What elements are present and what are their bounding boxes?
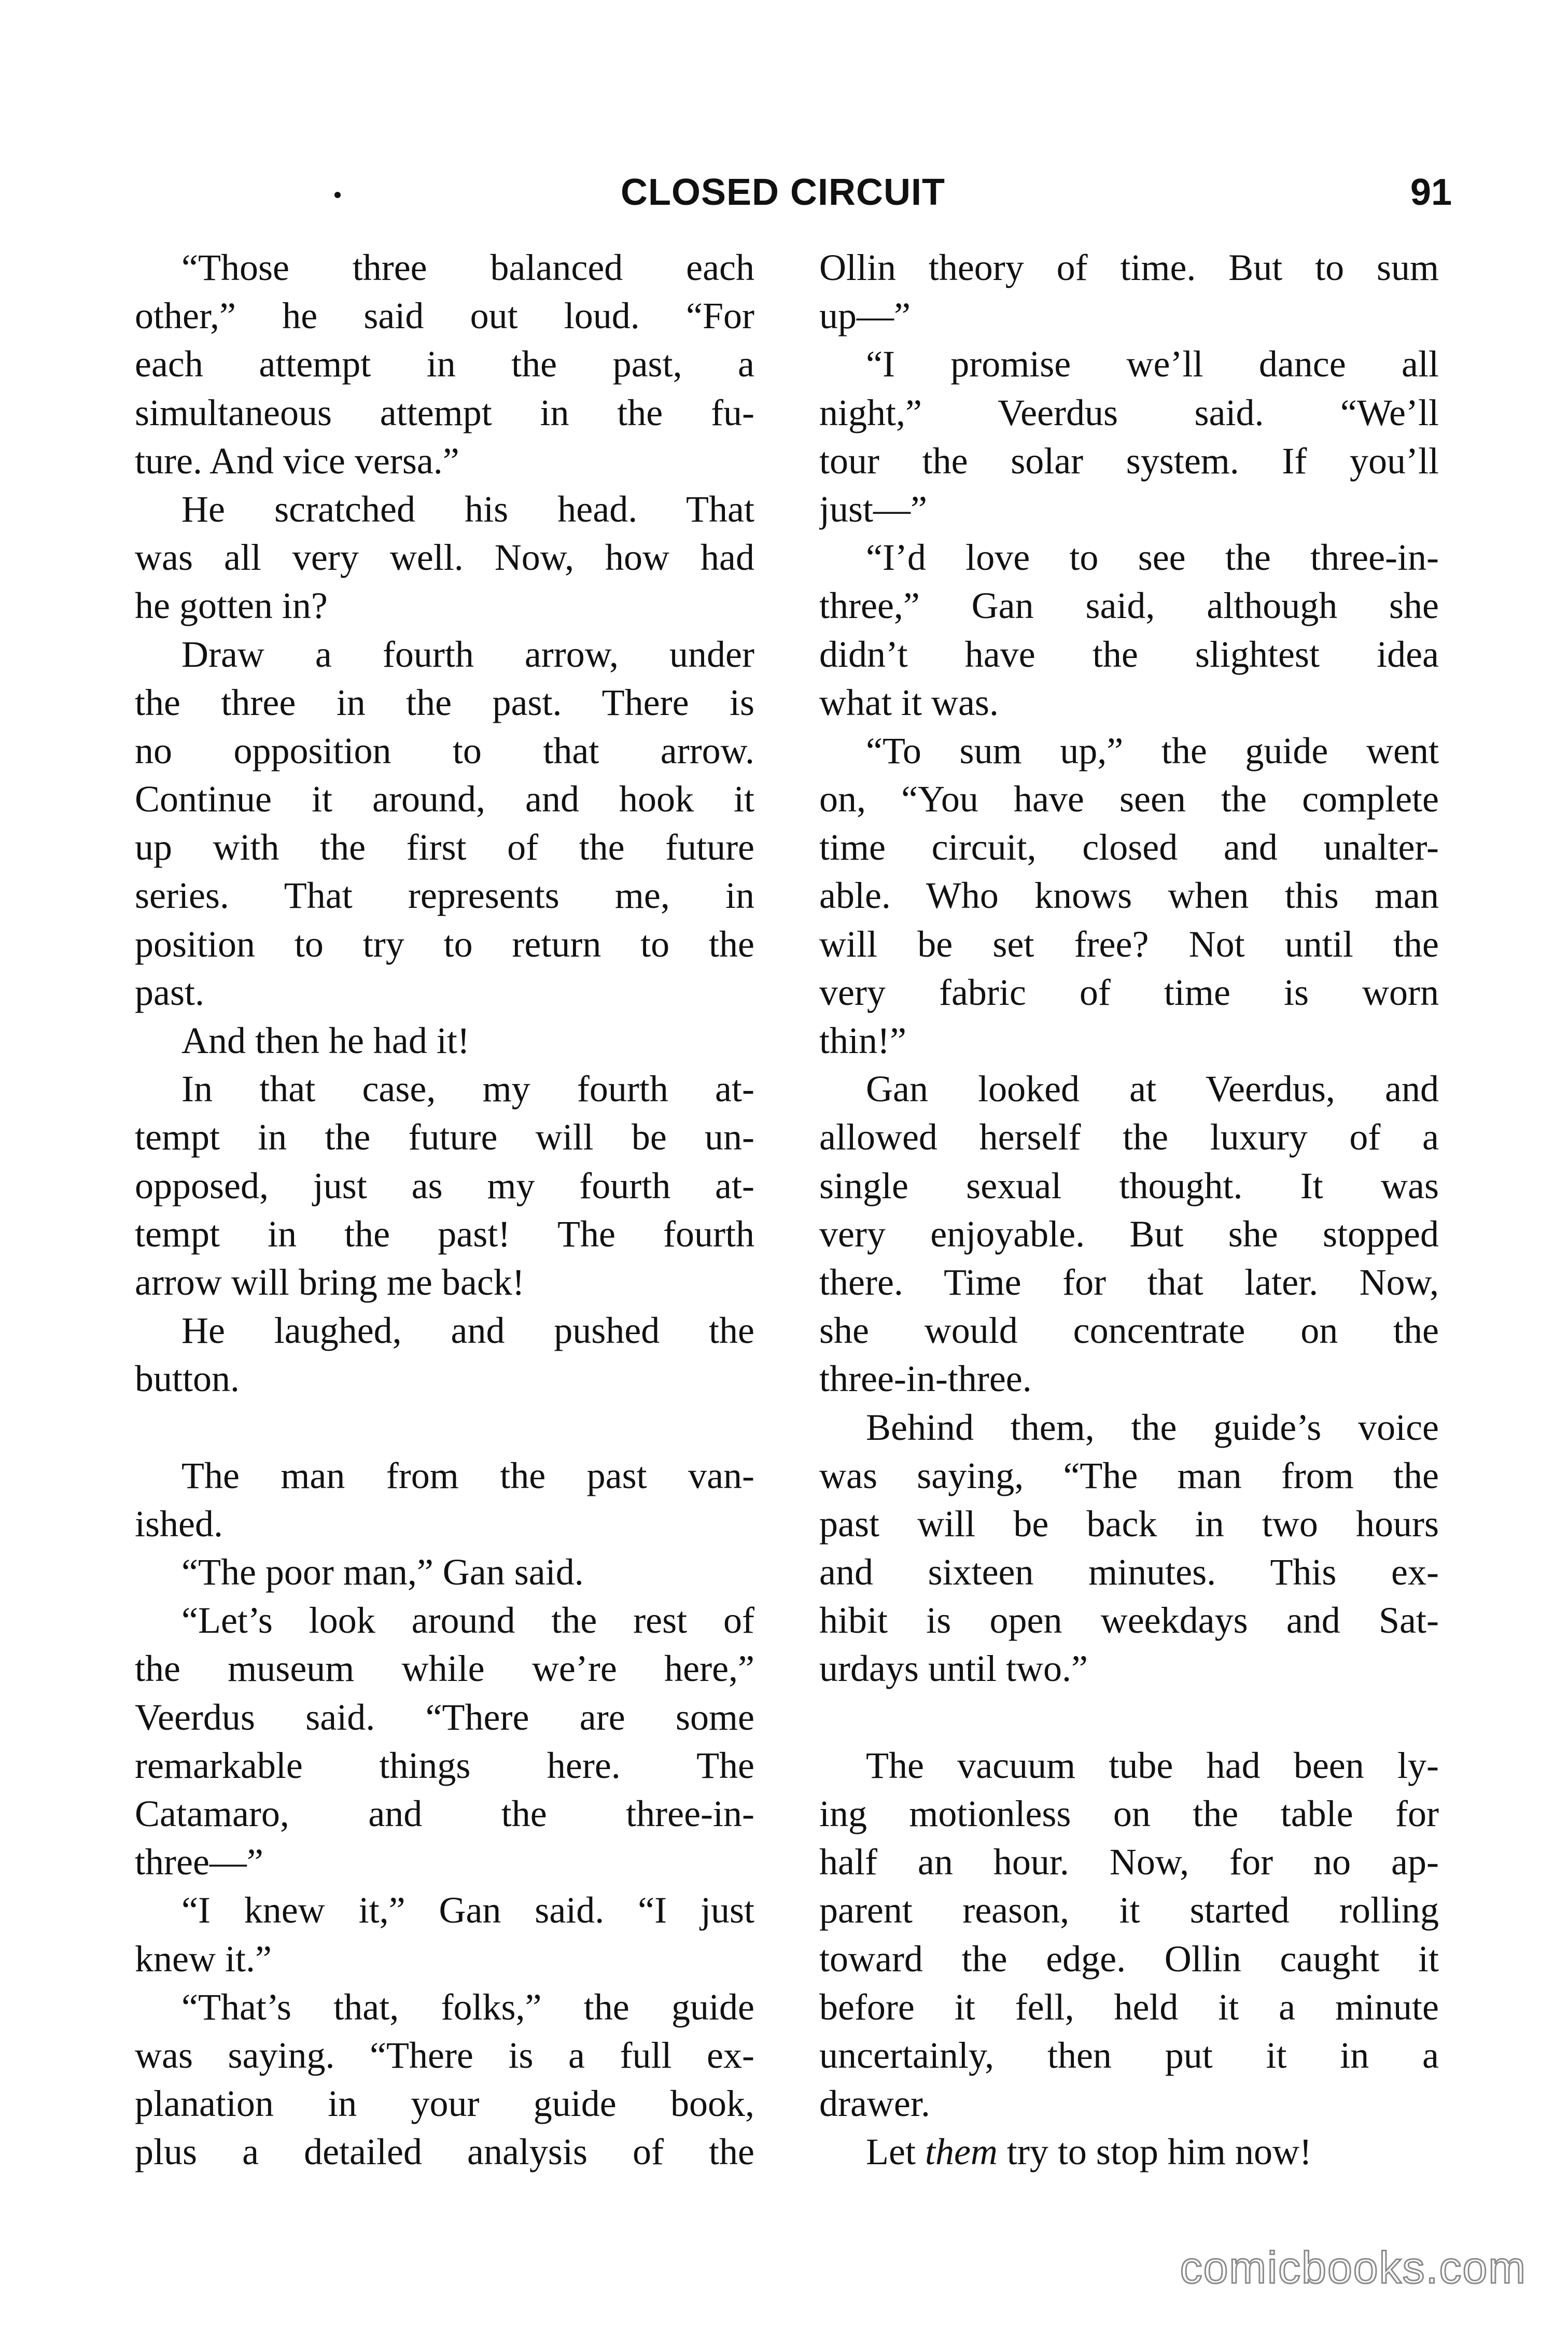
text-line: series. That represents me, in bbox=[135, 875, 754, 917]
text-line: and sixteen minutes. This ex- bbox=[819, 1551, 1439, 1593]
text-line: “Let’s look around the rest of bbox=[181, 1600, 754, 1642]
text-line: ished. bbox=[135, 1503, 223, 1545]
text-line: Draw a fourth arrow, under bbox=[181, 633, 754, 675]
text-line: was saying. “There is a full ex- bbox=[135, 2034, 754, 2076]
text-line: before it fell, held it a minute bbox=[819, 1986, 1439, 2028]
text-line-final bbox=[819, 2128, 1439, 2176]
text-line: able. Who knows when this man bbox=[819, 875, 1439, 917]
text-line: Continue it around, and hook it bbox=[135, 778, 754, 820]
text-line: Veerdus said. “There are some bbox=[135, 1696, 754, 1738]
text-line: “To sum up,” the guide went bbox=[866, 730, 1439, 772]
page-number: 91 bbox=[1410, 172, 1452, 213]
text-line: night,” Veerdus said. “We’ll bbox=[819, 391, 1439, 433]
text-line: Gan looked at Veerdus, and bbox=[866, 1068, 1439, 1110]
text-line: very fabric of time is worn bbox=[819, 971, 1439, 1013]
text-line: no opposition to that arrow. bbox=[135, 730, 754, 772]
text-segment: Let bbox=[866, 2131, 925, 2173]
text-line: on, “You have seen the complete bbox=[819, 778, 1439, 820]
text-line: ture. And vice versa.” bbox=[135, 440, 459, 482]
text-line: other,” he said out loud. “For bbox=[135, 295, 754, 337]
text-line: opposed, just as my fourth at- bbox=[135, 1165, 754, 1207]
text-line: uncertainly, then put it in a bbox=[819, 2034, 1439, 2076]
text-line: very enjoyable. But she stopped bbox=[819, 1213, 1439, 1255]
text-line: tempt in the future will be un- bbox=[135, 1116, 754, 1158]
page-header bbox=[0, 171, 1568, 233]
text-line: time circuit, closed and unalter- bbox=[819, 826, 1439, 868]
text-line: arrow will bring me back! bbox=[135, 1261, 525, 1303]
text-line: knew it.” bbox=[135, 1938, 272, 1980]
text-line: tour the solar system. If you’ll bbox=[819, 440, 1439, 482]
text-line: planation in your guide book, bbox=[135, 2083, 754, 2125]
emphasized-word: them bbox=[925, 2131, 998, 2173]
text-line: was all very well. Now, how had bbox=[135, 537, 754, 579]
text-line: “I promise we’ll dance all bbox=[866, 343, 1439, 385]
text-line: three—” bbox=[135, 1841, 263, 1883]
text-line: the museum while we’re here,” bbox=[135, 1648, 754, 1690]
text-line: remarkable things here. The bbox=[135, 1744, 754, 1786]
text-line: The vacuum tube had been ly- bbox=[866, 1744, 1439, 1786]
text-line: He scratched his head. That bbox=[181, 488, 754, 530]
text-line: button. bbox=[135, 1358, 240, 1400]
right-column bbox=[819, 244, 1439, 2177]
text-line: past will be back in two hours bbox=[819, 1503, 1439, 1545]
text-line: position to try to return to the bbox=[135, 923, 754, 965]
text-line: she would concentrate on the bbox=[819, 1310, 1439, 1352]
watermark-logo: comicbooks.com bbox=[1180, 2243, 1527, 2293]
text-line bbox=[135, 1404, 754, 1452]
text-line: “I knew it,” Gan said. “I just bbox=[181, 1889, 754, 1931]
text-line: up with the first of the future bbox=[135, 826, 754, 868]
text-line: In that case, my fourth at- bbox=[181, 1068, 754, 1110]
text-line: single sexual thought. It was bbox=[819, 1165, 1439, 1207]
text-line: simultaneous attempt in the fu- bbox=[135, 391, 754, 433]
text-line bbox=[819, 1693, 1439, 1742]
text-line: The man from the past van- bbox=[181, 1454, 754, 1496]
header-dot bbox=[334, 192, 341, 198]
text-line: ing motionless on the table for bbox=[819, 1793, 1439, 1834]
text-line: past. bbox=[135, 971, 204, 1013]
text-line: half an hour. Now, for no ap- bbox=[819, 1841, 1439, 1883]
text-line: hibit is open weekdays and Sat- bbox=[819, 1600, 1439, 1642]
text-line: the three in the past. There is bbox=[135, 681, 754, 723]
text-line: “The poor man,” Gan said. bbox=[181, 1551, 584, 1593]
text-line: Behind them, the guide’s voice bbox=[866, 1406, 1439, 1448]
text-line: “I’d love to see the three-in- bbox=[866, 537, 1439, 579]
text-line: He laughed, and pushed the bbox=[181, 1310, 754, 1352]
text-line: plus a detailed analysis of the bbox=[135, 2131, 754, 2173]
text-segment: try to stop him now! bbox=[997, 2131, 1312, 2173]
text-line: will be set free? Not until the bbox=[819, 923, 1439, 965]
text-line: three,” Gan said, although she bbox=[819, 585, 1439, 627]
running-title: CLOSED CIRCUIT bbox=[621, 172, 945, 213]
text-line: didn’t have the slightest idea bbox=[819, 633, 1439, 675]
text-line: three-in-three. bbox=[819, 1358, 1032, 1400]
text-line: just—” bbox=[819, 488, 927, 530]
text-line: allowed herself the luxury of a bbox=[819, 1116, 1439, 1158]
text-line: drawer. bbox=[819, 2083, 930, 2125]
text-line: toward the edge. Ollin caught it bbox=[819, 1938, 1439, 1980]
text-line: urdays until two.” bbox=[819, 1648, 1088, 1690]
text-line: “That’s that, folks,” the guide bbox=[181, 1986, 754, 2028]
text-line: parent reason, it started rolling bbox=[819, 1889, 1439, 1931]
text-line: “Those three balanced each bbox=[181, 247, 754, 288]
text-line: thin!” bbox=[819, 1020, 906, 1061]
text-line: what it was. bbox=[819, 681, 999, 723]
text-line: Catamaro, and the three-in- bbox=[135, 1793, 754, 1834]
text-line: And then he had it! bbox=[181, 1020, 470, 1061]
text-line: each attempt in the past, a bbox=[135, 343, 754, 385]
text-line: he gotten in? bbox=[135, 585, 328, 627]
text-line: tempt in the past! The fourth bbox=[135, 1213, 754, 1255]
left-column bbox=[135, 244, 754, 2177]
text-line: up—” bbox=[819, 295, 911, 337]
text-line: Ollin theory of time. But to sum bbox=[819, 247, 1439, 288]
text-line: there. Time for that later. Now, bbox=[819, 1261, 1439, 1303]
text-line: was saying, “The man from the bbox=[819, 1454, 1439, 1496]
